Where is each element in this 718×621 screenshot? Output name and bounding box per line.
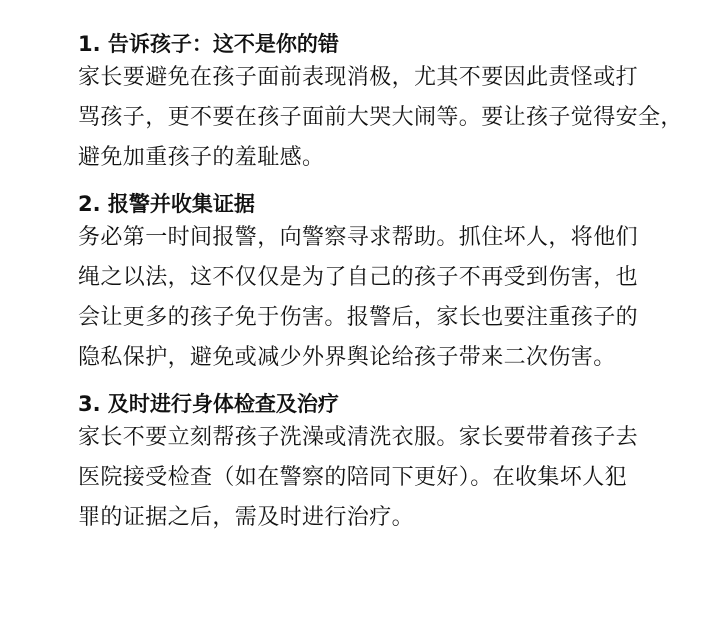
section-1	[78, 30, 683, 184]
paragraph-line: 务必第一时间报警，向警察寻求帮助。抓住坏人，将他们	[78, 225, 639, 250]
article	[78, 30, 683, 544]
paragraph-line: 绳之以法，这不仅仅是为了自己的孩子不再受到伤害，也	[78, 265, 639, 290]
section-3	[78, 390, 678, 544]
section-2	[78, 190, 678, 384]
section-paragraph	[78, 224, 678, 384]
section-heading: 2. 报警并收集证据	[78, 192, 255, 216]
section-heading: 1. 告诉孩子：这不是你的错	[78, 32, 339, 56]
paragraph-line: 罪的证据之后，需及时进行治疗。	[78, 505, 415, 530]
paragraph-line: 医院接受检查（如在警察的陪同下更好）。在收集坏人犯	[78, 465, 628, 490]
paragraph-line: 家长要避免在孩子面前表现消极，尤其不要因此责怪或打	[78, 65, 639, 90]
section-heading: 3. 及时进行身体检查及治疗	[78, 392, 339, 416]
section-paragraph	[78, 424, 678, 544]
paragraph-line: 隐私保护，避免或减少外界舆论给孩子带来二次伤害。	[78, 345, 616, 370]
paragraph-line: 避免加重孩子的羞耻感。	[78, 145, 325, 170]
paragraph-line: 会让更多的孩子免于伤害。报警后，家长也要注重孩子的	[78, 305, 639, 330]
section-paragraph	[78, 64, 683, 184]
paragraph-line: 骂孩子，更不要在孩子面前大哭大闹等。要让孩子觉得安全，	[78, 105, 683, 130]
paragraph-line: 家长不要立刻帮孩子洗澡或清洗衣服。家长要带着孩子去	[78, 425, 639, 450]
